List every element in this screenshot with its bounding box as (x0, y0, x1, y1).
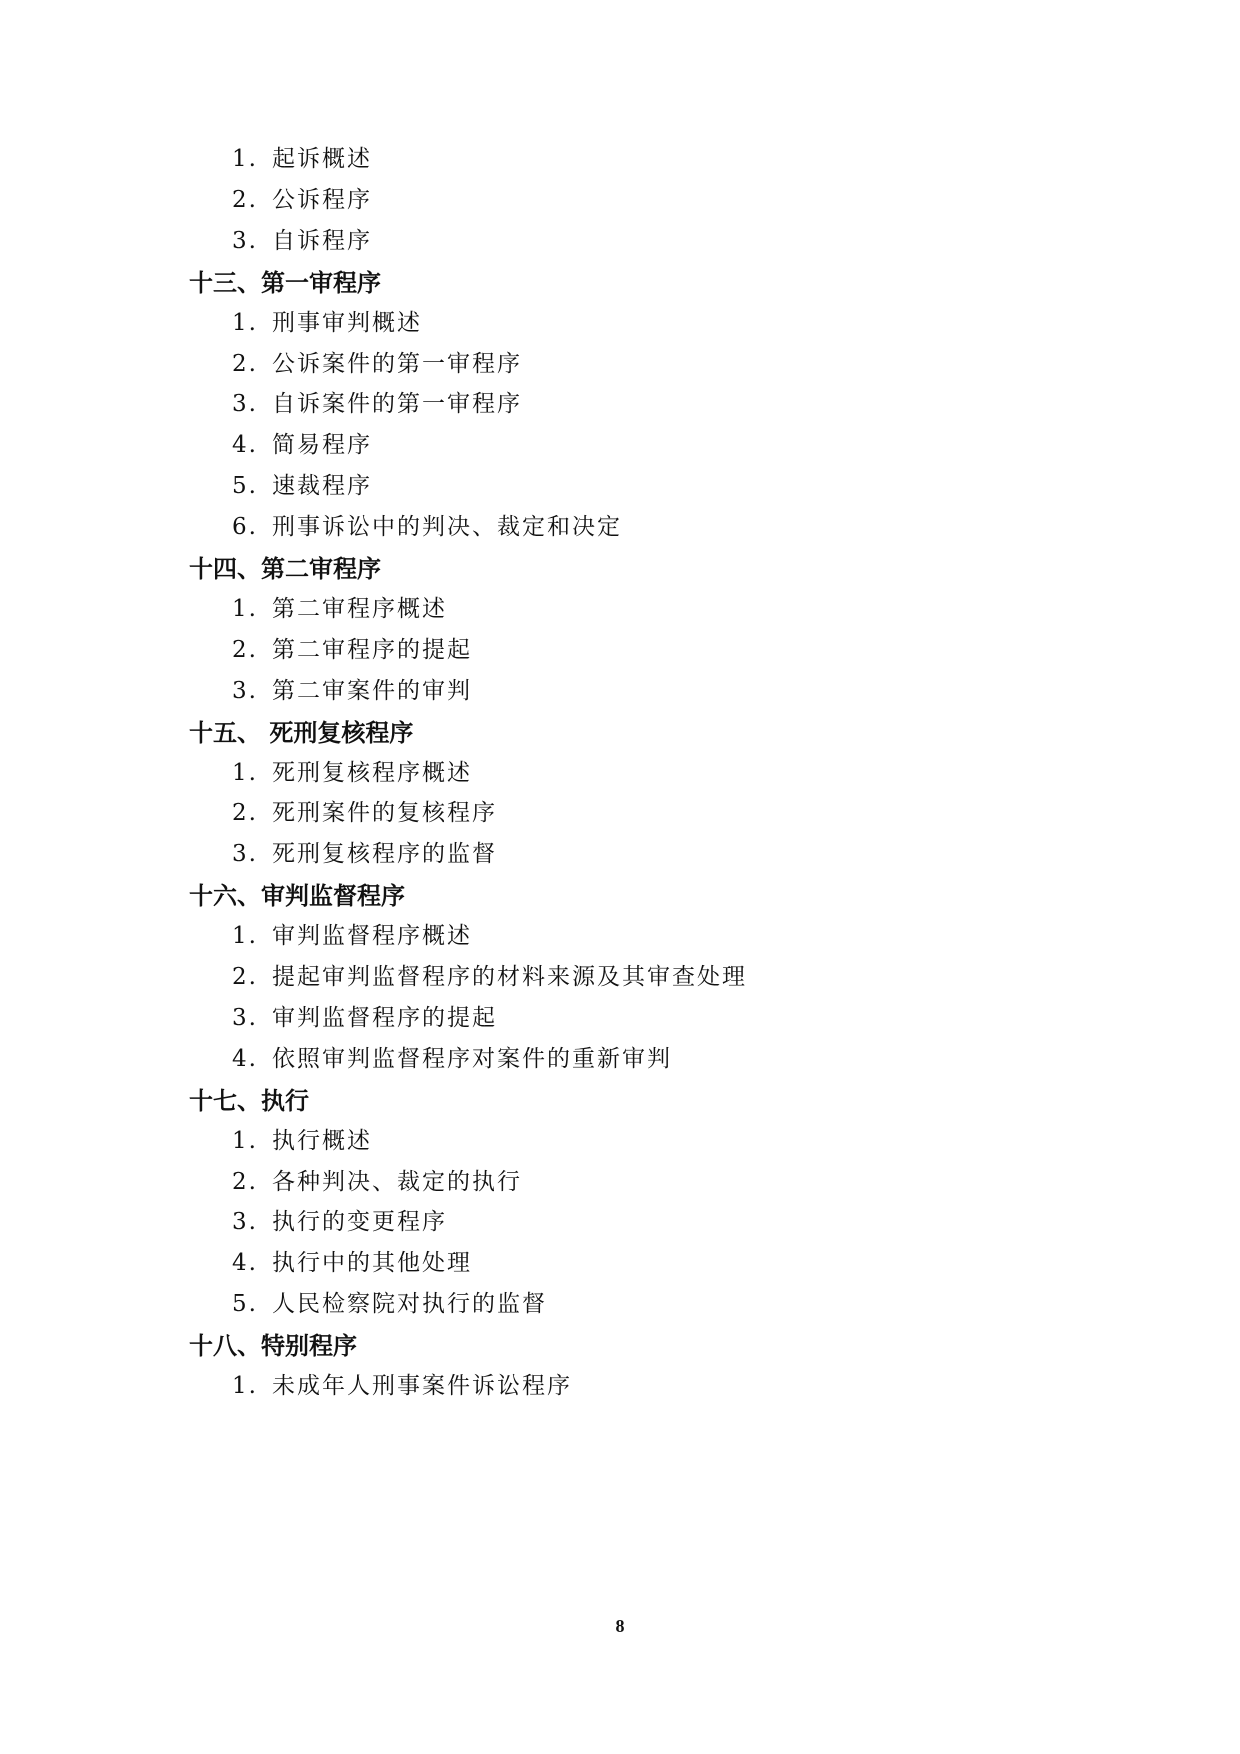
item-text: 提起审判监督程序的材料来源及其审查处理 (272, 964, 747, 990)
list-item (232, 802, 497, 825)
item-text: 审判监督程序概述 (272, 923, 472, 949)
item-number: 2. (232, 1169, 258, 1195)
item-number: 1. (232, 1128, 258, 1154)
item-number: 4. (232, 1046, 258, 1072)
item-number: 5. (232, 1291, 258, 1317)
list-item (232, 393, 522, 416)
item-number: 1. (232, 146, 258, 172)
list-item (232, 434, 372, 457)
section-heading: 十八、特别程序 (189, 1332, 357, 1360)
item-text: 死刑复核程序概述 (272, 760, 472, 786)
item-text: 第二审案件的审判 (272, 678, 472, 704)
item-number: 5. (232, 473, 258, 499)
list-item (232, 639, 472, 662)
item-text: 公诉程序 (272, 187, 372, 213)
list-item (232, 516, 622, 539)
item-text: 依照审判监督程序对案件的重新审判 (272, 1046, 672, 1072)
list-item (232, 843, 497, 866)
section-heading: 十六、审判监督程序 (189, 882, 405, 910)
item-number: 1. (232, 1373, 258, 1399)
item-number: 3. (232, 678, 258, 704)
item-number: 3. (232, 1209, 258, 1235)
section-heading: 十七、执行 (189, 1087, 309, 1115)
list-item (232, 1048, 672, 1071)
item-text: 审判监督程序的提起 (272, 1005, 497, 1031)
item-number: 2. (232, 964, 258, 990)
list-item (232, 925, 472, 948)
item-number: 3. (232, 391, 258, 417)
item-number: 4. (232, 1250, 258, 1276)
list-item (232, 353, 522, 376)
item-number: 1. (232, 596, 258, 622)
list-item (232, 1293, 547, 1316)
item-number: 6. (232, 514, 258, 540)
list-item (232, 762, 472, 785)
item-number: 3. (232, 228, 258, 254)
item-text: 执行概述 (272, 1128, 372, 1154)
item-text: 速裁程序 (272, 473, 372, 499)
item-text: 第二审程序概述 (272, 596, 447, 622)
list-item (232, 598, 447, 621)
list-item (232, 312, 422, 335)
list-item (232, 1211, 447, 1234)
section-heading: 十五、 死刑复核程序 (189, 719, 414, 747)
list-item (232, 1375, 572, 1398)
item-text: 各种判决、裁定的执行 (272, 1169, 522, 1195)
item-text: 死刑复核程序的监督 (272, 841, 497, 867)
item-number: 3. (232, 1005, 258, 1031)
item-number: 1. (232, 310, 258, 336)
item-text: 第二审程序的提起 (272, 637, 472, 663)
item-text: 刑事诉讼中的判决、裁定和决定 (272, 514, 622, 540)
item-number: 3. (232, 841, 258, 867)
item-text: 未成年人刑事案件诉讼程序 (272, 1373, 572, 1399)
item-text: 刑事审判概述 (272, 310, 422, 336)
list-item (232, 1252, 472, 1275)
list-item (232, 1171, 522, 1194)
item-text: 死刑案件的复核程序 (272, 800, 497, 826)
item-text: 执行中的其他处理 (272, 1250, 472, 1276)
section-heading: 十四、第二审程序 (189, 555, 381, 583)
page-number: 8 (615, 1616, 625, 1636)
list-item (232, 189, 372, 212)
item-number: 2. (232, 351, 258, 377)
list-item (232, 680, 472, 703)
item-text: 人民检察院对执行的监督 (272, 1291, 547, 1317)
list-item (232, 148, 372, 171)
item-number: 1. (232, 923, 258, 949)
list-item (232, 1007, 497, 1030)
section-heading: 十三、第一审程序 (189, 269, 381, 297)
item-text: 执行的变更程序 (272, 1209, 447, 1235)
item-number: 1. (232, 760, 258, 786)
item-number: 4. (232, 432, 258, 458)
item-number: 2. (232, 187, 258, 213)
item-text: 自诉程序 (272, 228, 372, 254)
item-text: 简易程序 (272, 432, 372, 458)
list-item (232, 966, 747, 989)
item-text: 起诉概述 (272, 146, 372, 172)
list-item (232, 1130, 372, 1153)
item-number: 2. (232, 637, 258, 663)
item-text: 自诉案件的第一审程序 (272, 391, 522, 417)
list-item (232, 475, 372, 498)
item-text: 公诉案件的第一审程序 (272, 351, 522, 377)
list-item (232, 230, 372, 253)
item-number: 2. (232, 800, 258, 826)
